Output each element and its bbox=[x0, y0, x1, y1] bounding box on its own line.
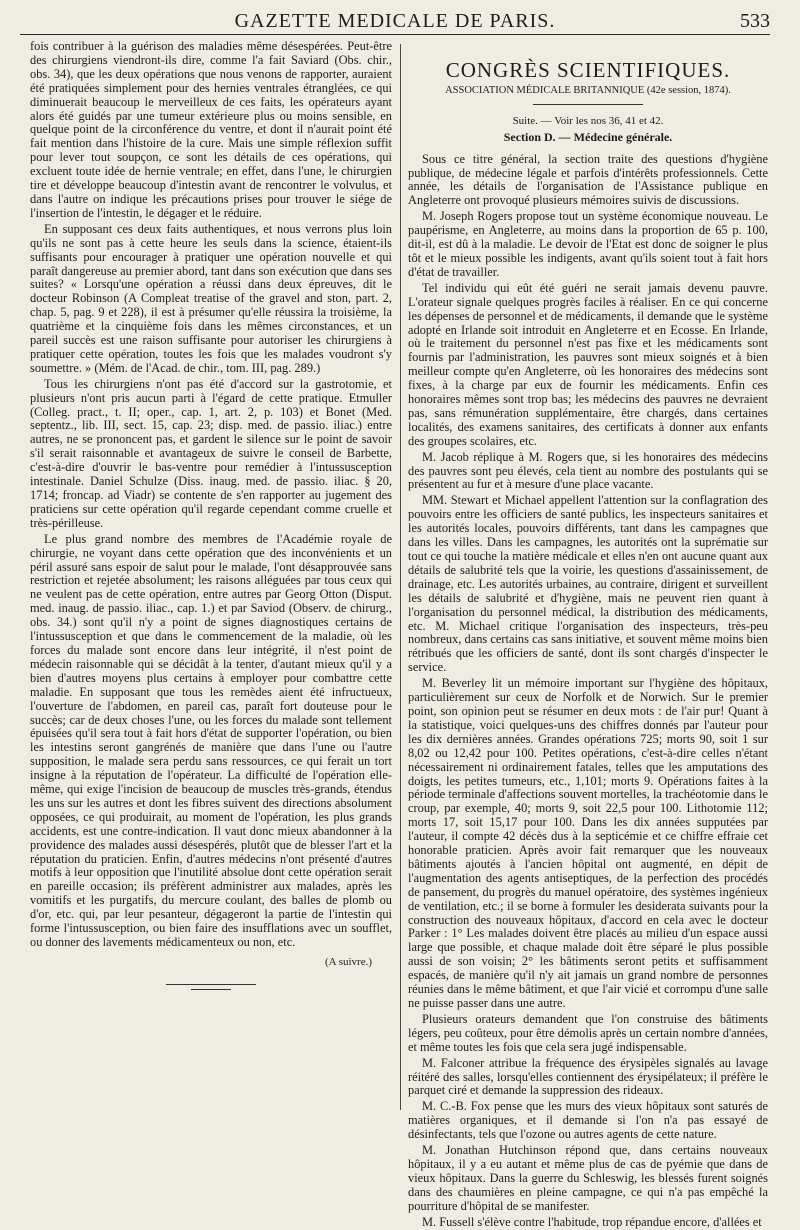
paragraph: Sous ce titre général, la section traite des questions d'hygiène publique, de médecine légale et parfois d'intérêts professionnels. Cette année, les détails de l'organisation de l'Assistance publique en Angleterre ont provoqué plusieurs mémoires suivis de discussions. bbox=[408, 151, 768, 208]
section-heading: CONGRÈS SCIENTIFIQUES. bbox=[445, 58, 731, 82]
paragraph: M. C.-B. Fox pense que les murs des vieux hôpitaux sont saturés de matières organiques, et il demande si l'on n'a pas essayé de désinfectants, tels que l'ozone ou autres agents de cette nature. bbox=[408, 1099, 768, 1142]
column-divider bbox=[400, 44, 401, 1110]
paragraph: M. Fussell s'élève contre l'habitude, trop répandue encore, d'allées et bbox=[422, 1214, 762, 1229]
left-column bbox=[30, 40, 392, 1110]
end-rule bbox=[166, 984, 256, 985]
page-number: 533 bbox=[740, 10, 770, 32]
masthead bbox=[20, 8, 770, 35]
paragraph: M. Falconer attribue la fréquence des érysipèles signalés au lavage réitéré des salles, lorsqu'elles contiennent des érysipélateux; il préfère le parquet ciré et demande la suppression des rideaux. bbox=[408, 1055, 768, 1098]
paragraph: fois contribuer à la guérison des maladies même désespérées. Peut-être des chirurgiens viendront-ils dire, comme l'a fait Saviard (Obs. chir., obs. 34), que les deux opérations que nous venons de rapporter, auraient été pratiquées simplement pour des hernies ventrales étranglées, ce qui diminuerait beaucoup le merveilleux de ces faits, les opérateurs ayant alors été guidés par une tumeur extérieure plus ou moins sensible, en quelque point de la circonférence du ventre, et dont il n'aurait point été fait mention dans l'histoire de la cure. Mais une simple réflexion suffit pour lever tout soupçon, ce sont les détails de ces opérations, qui excluent toute idée de hernie ventrale; en effet, dans l'une, le chirurgien tire et développe beaucoup d'intestin avant de rencontrer le volvulus, et dans l'autre on indique les précautions prises pour trouver le siége de l'insertion de l'intestin, le dégager et le réduire. bbox=[30, 39, 392, 220]
paragraph: Tel individu qui eût été guéri ne serait jamais devenu pauvre. L'orateur signale quelques progrès faciles à réaliser. En ce qui concerne les dépenses de personnel et de médicaments, il demande que le système adopté en Irlande soit introduit en Angleterre et en Ecosse. En Irlande, où le traitement du personnel n'est pas fixe et les médicaments sont fournis par l'administration, les pauvres sont mieux soignés et à bien meilleur compte qu'en Angleterre, où les honoraires des médecins sont fixes, à la charge par eux de fournir les médicaments. Enfin ces honoraires mêmes sont trop bas; les médecins des pauvres ne devraient pas, sans rémunération supplémentaire, être chargés, dans certaines localités, des examens sanitaires, des certificats à donner aux enfants des groupes scolaires, etc. bbox=[408, 280, 768, 448]
paragraph: Le plus grand nombre des membres de l'Académie royale de chirurgie, ne voyant dans cette opération que des inconvénients et un péril assuré sans espoir de salut pour le malade, l'ont désapprouvée sans restriction et rejetée absolument; les raisons alléguées par tous ceux qui ne veulent pas de cette opération, entre autres par Georg Otton (Disput. med. inaug. de passio. iliac., cap. 1.) et par Saviod (Observ. de chirurg., obs. 34.) sont qu'il n'y a point de signes diagnostiques certains de l'intussusception et que dans le commencement de la maladie, où les forces du malade sont encore dans leur intégrité, il n'est point de médecin raisonnable qui se décidât à la tenter, d'autant mieux qu'il y a bien d'autres moyens plus certains à employer pour combattre cette maladie. En supposant que tous les remèdes aient été infructueux, l'ouverture de l'abdomen, en pareil cas, paraît fort douteuse pour le succès; car de deux choses l'une, ou les forces du malade sont tellement épuisées qu'il sera tout à fait hors d'état de supporter l'opération, ou bien les intestins seront gangrénés de manière que dans l'une ou l'autre supposition, le malade sera perdu sans ressources, ce qui ferait un tort insigne à la réputation de l'opérateur. La difficulté de l'opération elle-même, qui exige l'incision de beaucoup de muscles très-grands, étendus les uns sur les autres et dont les fibres suivent des directions absolument opposées, ce qui produirait, au moment de l'opération, les plus grands accidents, est une contre-indication. Il vaut donc mieux abandonner à la providence des malades aussi désespérés, plutôt que de blesser l'art et la réputation du praticien. Enfin, d'autres médecins n'ont présenté d'autres motifs à leur opposition que l'inutilité absolue dont cette opération serait en pareille occasion; ils préfèrent administrer aux malades, après les vomitifs et les purgatifs, du mercure coulant, des balles de plomb ou d'or, etc. qui, par leur pesanteur, dégageront la partie de l'intestin qui forme l'intussusception, ou bien faire des insufflations avec un soufflet, ou donner des lavements médicamenteux ou non, etc. bbox=[30, 531, 392, 949]
association-line: ASSOCIATION MÉDICALE BRITANNIQUE (42e session, 1874). bbox=[445, 84, 731, 96]
paragraph: Plusieurs orateurs demandent que l'on construise des bâtiments légers, peu coûteux, pour être démolis après un certain nombre d'années, et même toutes les fois que cela sera jugé indispensable. bbox=[408, 1011, 768, 1054]
heading-rule bbox=[533, 104, 643, 105]
right-column bbox=[408, 40, 768, 1229]
paragraph: M. Joseph Rogers propose tout un système économique nouveau. Le paupérisme, en Angleterre, au moins dans la proportion de 65 p. 100, dit-il, est dû à la maladie. Le devoir de l'Etat est donc de soigner le plus tôt et le mieux possible les indigents, avant qu'ils soient tout à fait hors d'état de travailler. bbox=[408, 209, 768, 279]
continued-note: (A suivre.) bbox=[324, 955, 372, 968]
suite-line: Suite. — Voir les nos 36, 41 et 42. bbox=[512, 114, 664, 127]
paragraph: MM. Stewart et Michael appellent l'attention sur la conflagration des pouvoirs entre les officiers de santé publics, les inspecteurs sanitaires et les autorités locales, pouvoirs différents, tant dans les campagnes que dans les villes. Dans les campagnes, les autorités ont la suprématie sur tout ce qui touche la matière médicale et elles n'en ont aucune quant aux détails de salubrité tels que la voirie, les questions d'assainissement, de drainage, etc. Les autorités urbaines, au contraire, dirigent et surveillent les détails de salubrité et d'hygiène, mais ne peuvent rien quant à l'organisation du personnel médical, la distribution des médicaments, etc. M. Michael critique l'organisation des inspecteurs, très-peu nombreux, dans certains cas sans initiative, et souvent même moins bien rétribués que les officiers de santé, dont ils sont chargés d'inspecter le service. bbox=[408, 493, 768, 675]
paragraph: M. Beverley lit un mémoire important sur l'hygiène des hôpitaux, particulièrement sur ceux de Norfolk et de Norwich. Sur le premier point, son opinion peut se résumer en deux mots : de l'air pur! Quant à la statistique, voici quelques-uns des chiffres donnés par l'auteur pour les dix dernières années. Grandes opérations 725; morts 90, soit 1 sur 8,02 ou 12,42 pour 100. Petites opérations, c'est-à-dire celles n'étant nécessairement ni ordinairement fatales, telles que les amputations des doigts, les petites tumeurs, etc., 1,101; morts 9. Opérations faites à la période terminale d'affections souvent mortelles, la trachéotomie dans le croup, par exemple, 40; morts 9, soit 22,5 pour 100. Lithotomie 112; morts 17, soit 15,17 pour 100. Dans les dix années supputées par l'auteur, il compte 42 décès dus à la septicémie et ce chiffre effraie cet honorable praticien. Après avoir fait remarquer que les nouveaux bâtiments ajoutés à l'ancien hôpital ont augmenté, en dépit de l'augmentation des agents antiseptiques, de la perfection des procédés de pansement, du progrès du manuel opératoire, des systèmes ingénieux de ventilation, etc.; il se borne à formuler les desiderata suivants pour la construction des nouveaux hôpitaux, d'accord en cela avec le docteur Parker : 1° Les malades doivent être placés au milieu d'un espace aussi large que possible, et chaque malade doit être séparé le plus possible aussi de son voisin; 2° les bâtiments seront petits et suffisamment espacés, de manière qu'il n'y ait jamais un grand nombre de personnes réunies dans le même bâtiment, et que l'air vicié et corrompu d'une salle ne puisse passer dans une autre. bbox=[408, 676, 768, 1010]
subsection-heading: Section D. — Médecine générale. bbox=[503, 129, 673, 144]
paragraph: M. Jacob réplique à M. Rogers que, si les honoraires des médecins des pauvres sont peu élevés, cela tient au nombre des postulants qui se présentent au fur et à mesure d'une place vacante. bbox=[408, 449, 768, 492]
paragraph: En supposant ces deux faits authentiques, et nous verrons plus loin qu'ils ne sont pas à cette heure les seuls dans la science, étaient-ils suffisants pour encourager à pratiquer une opération nouvelle et qui paraît dangereuse au premier abord, tant dans son exécution que dans ses suites? « Lorsqu'une opération a réussi dans deux épreuves, dit le docteur Robinson (A Compleat treatise of the gravel and ston, part. 2, chap. 5, pag. 9 et 228), il est à présumer qu'elle réussira la troisième, la quatrième et la cinquième fois dans les mêmes circonstances, et un pareil succès est une raison suffisante pour autoriser les chirurgiens à pratiquer cette opération, toutes les fois que les malades voudront s'y soumettre. » (Mém. de l'Acad. de chir., tom. III, pag. 289.) bbox=[30, 221, 392, 375]
end-rule-short bbox=[191, 989, 231, 990]
publication-title: GAZETTE MEDICALE DE PARIS. bbox=[234, 10, 556, 32]
paragraph: Tous les chirurgiens n'ont pas été d'accord sur la gastrotomie, et plusieurs n'ont pris aucun parti à l'égard de cette pratique. Etmuller (Colleg. pract., t. II; oper., cap. 1, art. 2, p. 103) et Bonet (Med. septentz., lib. III, sect. 15, cap. 23; disp. med. de passio. iliac.) entre autres, ne se prononcent pas, et gardent le silence sur le point de savoir s'il serait raisonnable et avantageux de suivre le conseil de Barbette, c'est-à-dire d'ouvrir le bas-ventre pour remédier à l'intussusception intestinale. Daniel Schulze (Diss. inaug. med. de passio. iliac. § 20, 1714; froncap. ad Viadr) se contente de s'en rapporter au jugement des praticiens sur cette opération qu'il regarde cependant comme cruelle et très-périlleuse. bbox=[30, 376, 392, 530]
paragraph: M. Jonathan Hutchinson répond que, dans certains nouveaux hôpitaux, il y a eu autant et même plus de cas de pyémie que dans de vieux hôpitaux. Dans la guerre du Schleswig, les blessés furent soignés dans des chaumières en pleine campagne, ce qui n'a pas empêché la pourriture d'hôpital de se manifester. bbox=[408, 1143, 768, 1213]
